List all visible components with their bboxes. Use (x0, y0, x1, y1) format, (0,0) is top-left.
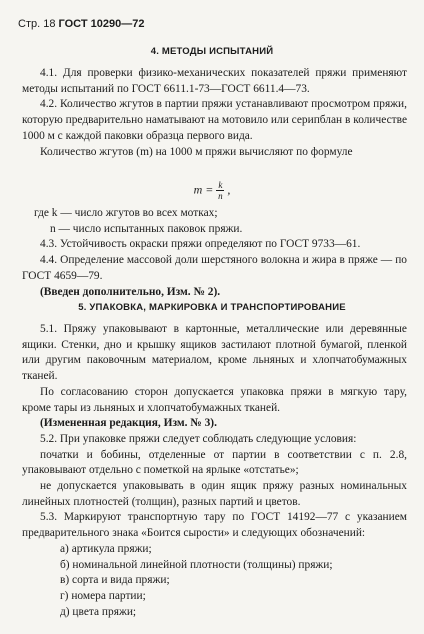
paragraph-4-3: 4.3. Устойчивость окраски пряжи определяют по ГОСТ 9733—61. (40, 238, 361, 251)
paragraph-4-4: 4.4. Определение массовой доли шерстяного волокна и жира в пряже — по ГОСТ 4659—79. (22, 254, 407, 282)
formula-fraction (216, 180, 224, 201)
paragraph-5-2: 5.2. При упаковке пряжи следует соблюдать следующие условия: (40, 432, 357, 445)
page-header (18, 18, 144, 30)
formula (0, 180, 424, 201)
where-line-1: где k — число жгутов во всех мотках; (34, 207, 218, 219)
section-4-title: 4. МЕТОДЫ ИСПЫТАНИЙ (150, 46, 274, 57)
section-5-body (22, 322, 407, 620)
where-line-2: n — число испытанных паковок пряжи. (50, 222, 243, 235)
paragraph-5-1-2: По согласованию сторон допускается упаковка пряжи в мягкую тару, кроме тары из льняных и хлопчатобумажных тканей. (22, 385, 407, 414)
section-4-body-2 (22, 206, 407, 300)
list-item: а) артикула пряжи; (60, 542, 152, 555)
section-5-title: 5. УПАКОВКА, МАРКИРОВКА И ТРАНСПОРТИРОВАНИЕ (78, 302, 346, 313)
paragraph-4-1: 4.1. Для проверки физико-механических показателей пряжи применяют методы испытаний по ГОСТ 6611.1-73—ГОСТ 6611.4—73. (22, 67, 407, 95)
paragraph-4-2-formula-intro: Количество жгутов (m) на 1000 м пряжи вычисляют по формуле (40, 145, 353, 158)
section-4-body (22, 66, 407, 160)
paragraph-5-1: 5.1. Пряжу упаковывают в картонные, металлические или деревянные ящики. Стенки, дно и крышку ящиков застилают плотной бумагой, пленкой или другим паковочным материалом, кроме льняных и хлопчатобумажных тканей. (22, 323, 407, 383)
formula-lhs: m = (193, 182, 214, 197)
page-number: Стр. 18 (18, 18, 56, 30)
formula-numerator: k (218, 180, 223, 190)
list-item: г) номера партии; (60, 589, 146, 602)
paragraph-5-2-a: початки и бобины, отделенные от партии в соответствии с п. 2.8, упаковывают отдельно с пометкой на ярлыке «отстатье»; (22, 448, 407, 477)
list-item: б) номинальной линейной плотности (толщины) пряжи; (60, 558, 333, 571)
amendment-note-5: (Измененная редакция, Изм. № 3). (40, 417, 217, 430)
list-item: в) сорта и вида пряжи; (60, 574, 170, 587)
paragraph-5-2-b: не допускается упаковывать в один ящик пряжу разных номинальных линейных плотностей (толщин), разных партий и цветов. (22, 480, 407, 508)
amendment-note-4: (Введен дополнительно, Изм. № 2). (40, 285, 221, 298)
formula-denominator: n (218, 191, 223, 201)
standard-code: ГОСТ 10290—72 (58, 18, 145, 30)
paragraph-5-3: 5.3. Маркируют транспортную тару по ГОСТ 14192—77 с указанием предварительного знака «Боится сырости» и следующих обозначений: (22, 511, 407, 540)
paragraph-4-2: 4.2. Количество жгутов в партии пряжи устанавливают просмотром пряжи, которую предварительно наматывают на мотовило или серипблан в количестве 1000 м с каждой паковки образца первого вида. (22, 98, 407, 142)
formula-tail: , (227, 182, 231, 197)
list-item: д) цвета пряжи; (60, 605, 137, 618)
